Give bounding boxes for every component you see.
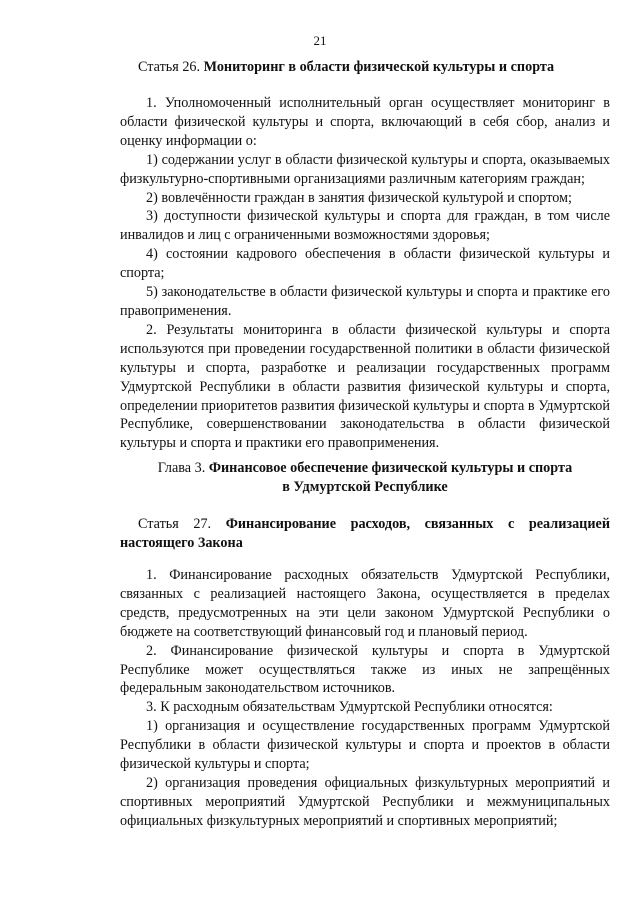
paragraph: 3) доступности физической культуры и спорта для граждан, в том числе инвалидов и лиц с ограниченными возможностями здоровья; xyxy=(120,208,610,244)
paragraph: 1) содержании услуг в области физической культуры и спорта, оказываемых физкультурно-спортивными организациями различным категориям граждан; xyxy=(120,151,610,187)
paragraph: 3. К расходным обязательствам Удмуртской Республики относятся: xyxy=(146,699,553,716)
paragraph: 2. Финансирование физической культуры и спорта в Удмуртской Республике может осуществляться также из иных не запрещённых федеральным законодательством источников. xyxy=(120,642,610,697)
article-26-heading xyxy=(120,58,610,77)
article-27-body xyxy=(120,566,610,831)
article-27-title: Финансирование расходов, связанных с реализацией настоящего Закона xyxy=(120,516,610,551)
chapter-3-heading xyxy=(120,459,610,497)
paragraph: 5) законодательстве в области физической культуры и спорта и практике его правоприменения. xyxy=(120,284,610,319)
paragraph: 1. Финансирование расходных обязательств Удмуртской Республики, связанных с реализацией настоящего Закона, осуществляется в пределах средств, предусмотренных на эти цели законом Удмуртской Республики о бюджете на соответствующий финансовый год и плановый период. xyxy=(120,567,610,640)
paragraph: 4) состоянии кадрового обеспечения в области физической культуры и спорта; xyxy=(120,246,610,282)
paragraph: 1. Уполномоченный исполнительный орган осуществляет мониторинг в области физической культуры и спорта, включающий в себя сбор, анализ и оценку информации о: xyxy=(120,95,610,149)
paragraph: 2) организация проведения официальных физкультурных мероприятий и спортивных мероприятий Удмуртской Республики и межмуниципальных официальных физкультурных мероприятий и спортивных мероприятий; xyxy=(120,774,610,829)
paragraph: 2. Результаты мониторинга в области физической культуры и спорта используются при проведении государственной политики в области физической культуры и спорта, разработке и реализации государственных программ Удмуртской Республики в области развития физической культуры и спорта, определении приоритетов развития физической культуры и спорта в Удмуртской Республике, совершенствовании законодательства в области физической культуры и спорта и практики его правоприменения. xyxy=(120,321,610,452)
article-26-body xyxy=(120,94,610,453)
chapter-3-title-line-1: Финансовое обеспечение физической культуры и спорта xyxy=(208,460,573,476)
chapter-3-prefix: Глава 3. xyxy=(157,460,209,476)
paragraph: 2) вовлечённости граждан в занятия физической культурой и спортом; xyxy=(146,189,572,206)
paragraph: 1) организация и осуществление государственных программ Удмуртской Республики в области физической культуры и спорта и проектов в области физической культуры и спорта; xyxy=(120,718,610,773)
page-number: 21 xyxy=(313,33,327,48)
article-26-prefix: Статья 26. xyxy=(138,59,204,75)
chapter-3-title-line-2: в Удмуртской Республике xyxy=(282,478,448,495)
article-27-heading xyxy=(120,515,610,553)
article-26-title: Мониторинг в области физической культуры и спорта xyxy=(203,59,555,75)
article-27-prefix: Статья 27. xyxy=(138,516,226,532)
